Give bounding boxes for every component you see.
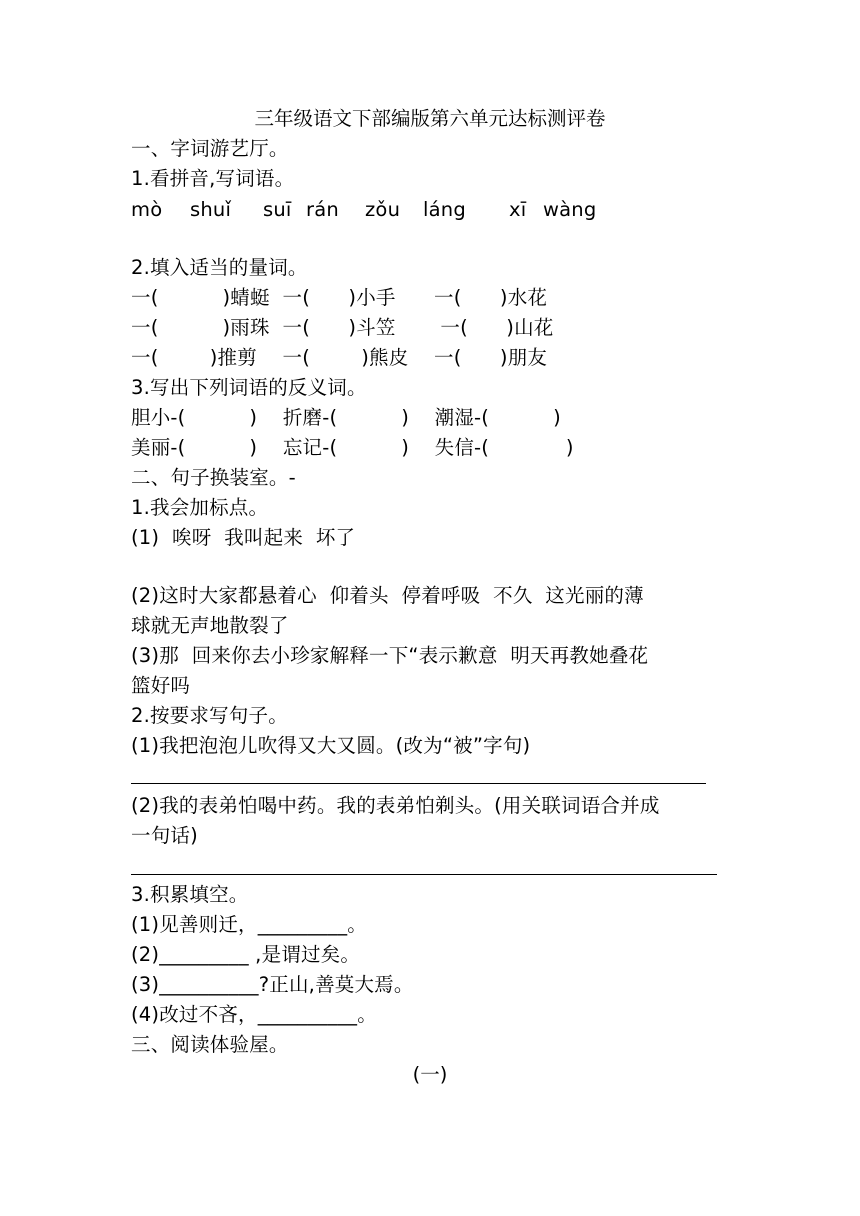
- section3-heading: 三、阅读体验屋。: [131, 1033, 289, 1056]
- section2-heading: 二、句子换装室。-: [131, 466, 296, 489]
- antonym-row: 胆小-( ) 折磨-( ) 潮湿-( ): [131, 406, 561, 429]
- reading-part-label: (一): [412, 1063, 448, 1086]
- q1-label: 1.看拼音,写词语。: [131, 167, 295, 190]
- pinyin-syllable: suī: [263, 198, 292, 221]
- rewrite-label: 2.按要求写句子。: [131, 704, 288, 727]
- pinyin-syllable: zǒu: [365, 198, 401, 221]
- fill-item: (1)见善则迁，_________。: [131, 913, 367, 936]
- fill-item: (4)改过不吝，__________。: [131, 1003, 377, 1026]
- section1-heading: 一、字词游艺厅。: [131, 137, 289, 160]
- pinyin-syllable: mò: [131, 198, 163, 221]
- measure-word-row: 一( )推剪 一( )熊皮 一( )朋友: [131, 346, 548, 369]
- punct-sentence-cont: 球就无声地散裂了: [131, 614, 289, 637]
- pinyin-syllable: rán: [306, 198, 339, 221]
- antonym-row: 美丽-( ) 忘记-( ) 失信-( ): [131, 436, 574, 459]
- rewrite-sentence: (1)我把泡泡儿吹得又大又圆。(改为“被”字句): [131, 734, 531, 757]
- rewrite-sentence: (2)我的表弟怕喝中药。我的表弟怕剃头。(用关联词语合并成: [131, 794, 660, 817]
- punct-sentence: (3)那 回来你去小珍家解释一下“表示歉意 明天再教她叠花: [131, 644, 649, 667]
- pinyin-row: [131, 195, 731, 225]
- page-title: 三年级语文下部编版第六单元达标测评卷: [254, 107, 606, 130]
- punct-sentence: (2)这时大家都悬着心 仰着头 停着呼吸 不久 这光丽的薄: [131, 584, 644, 607]
- punct-sentence: (1) 唉呀 我叫起来 坏了: [131, 526, 356, 549]
- measure-word-row: 一( )雨珠 一( )斗笠 一( )山花: [131, 316, 554, 339]
- measure-word-row: 一( )蜻蜓 一( )小手 一( )水花: [131, 286, 548, 309]
- pinyin-syllable: wàng: [543, 198, 597, 221]
- pinyin-syllable: shuǐ: [190, 198, 232, 221]
- fill-label: 3.积累填空。: [131, 883, 249, 906]
- punct-sentence-cont: 篮好吗: [131, 674, 191, 697]
- pinyin-syllable: láng: [423, 198, 466, 221]
- q2-label: 2.填入适当的量词。: [131, 256, 308, 279]
- answer-line[interactable]: [131, 783, 706, 784]
- punct-label: 1.我会加标点。: [131, 496, 269, 519]
- fill-item: (3)__________?正山,善莫大焉。: [131, 973, 414, 996]
- rewrite-sentence-cont: 一句话): [131, 824, 198, 847]
- q3-label: 3.写出下列词语的反义词。: [131, 376, 367, 399]
- fill-item: (2)_________ ,是谓过矣。: [131, 943, 361, 966]
- pinyin-syllable: xī: [509, 198, 527, 221]
- answer-line[interactable]: [131, 874, 717, 875]
